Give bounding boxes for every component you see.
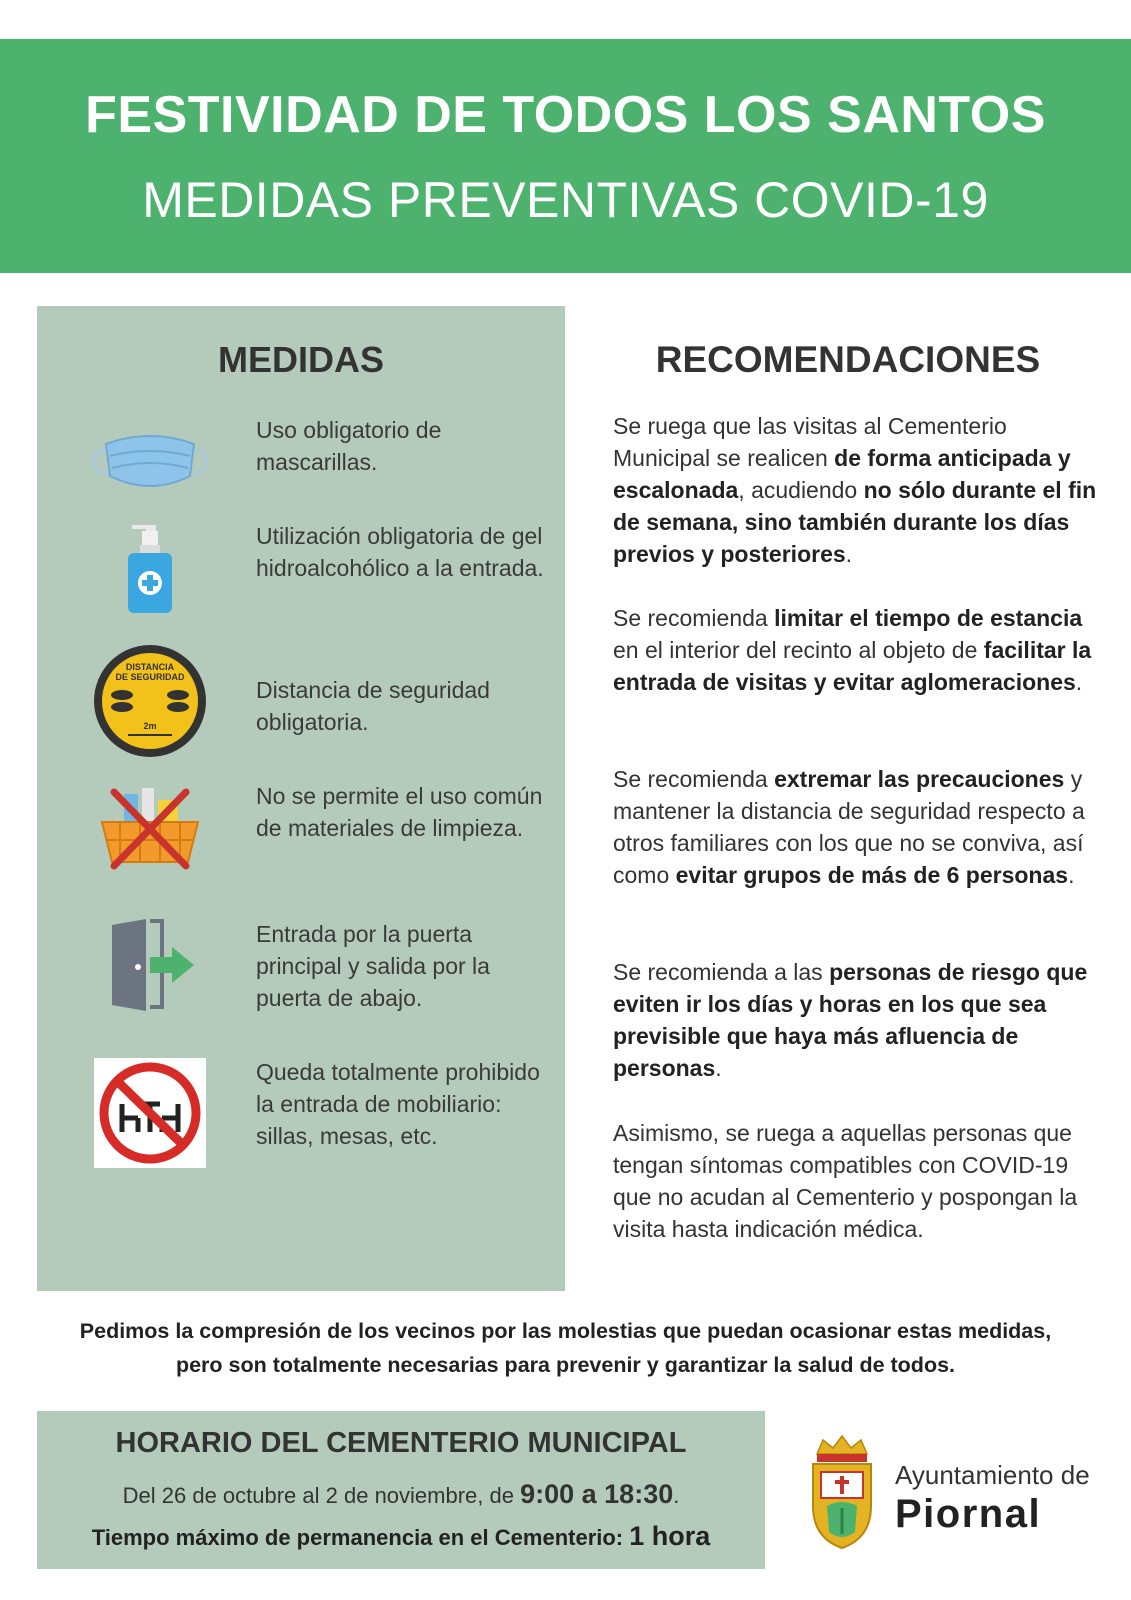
schedule-title: HORARIO DEL CEMENTERIO MUNICIPAL (115, 1427, 687, 1459)
recommendation-paragraph (613, 410, 1103, 570)
distance-sign-bottom: DE SEGURIDAD (115, 672, 185, 682)
measure-item (37, 772, 565, 882)
no-cleaning-supplies-icon (85, 772, 215, 882)
schedule-dates (37, 1479, 765, 1510)
schedule-box (37, 1411, 765, 1569)
recommendation-emphasis: no sólo durante el fin de semana, sino también durante los días previos y posteriores (613, 477, 1097, 567)
recommendation-text: Se ruega que las visitas al Cementerio Municipal se realicen (613, 413, 1007, 471)
medidas-heading: MEDIDAS (217, 339, 384, 380)
recommendation-text: y mantener la distancia de seguridad respecto a otros familiares con los que no se conviva, así como (613, 766, 1085, 888)
measure-item (37, 514, 565, 624)
recommendation-text: Se recomienda (613, 766, 775, 792)
recommendation-text: . (1075, 669, 1083, 695)
recommendation-paragraph (613, 763, 1103, 891)
schedule-max-stay (37, 1521, 765, 1552)
recommendation-emphasis: personas de riesgo que eviten ir los días y horas en los que sea previsible que haya más afluencia de personas (613, 959, 1088, 1081)
recommendation-emphasis: facilitar la entrada de visitas y evitar aglomeraciones (613, 637, 1092, 695)
recommendation-text: Se recomienda a las (613, 959, 830, 985)
medidas-panel (37, 306, 565, 1291)
recommendation-emphasis: extremar las precauciones (774, 766, 1065, 792)
measure-text: Queda totalmente prohibido la entrada de mobiliario: sillas, mesas, etc. (256, 1059, 540, 1149)
measure-text: Utilización obligatoria de gel hidroalcohólico a la entrada. (256, 523, 544, 581)
measure-item (37, 406, 565, 516)
measure-item (37, 646, 565, 756)
recommendation-emphasis: de forma anticipada y escalonada (613, 445, 1071, 503)
recomendaciones-heading: RECOMENDACIONES (655, 339, 1041, 380)
recommendation-text: Se recomienda (613, 605, 775, 631)
recommendation-text: Asimismo, se ruega a aquellas personas que tengan síntomas compatibles con COVID-19 que no acudan al Cementerio y pospongan la visita hasta indicación médica. (613, 1120, 1078, 1242)
measure-item (37, 910, 565, 1020)
logo-line-1: Ayuntamiento de (895, 1460, 1090, 1490)
recommendation-paragraph (613, 1117, 1103, 1245)
door-exit-icon (85, 910, 215, 1020)
municipality-logo (807, 1434, 1097, 1554)
schedule-dates-suffix: . (673, 1483, 680, 1508)
hand-sanitizer-icon (85, 514, 215, 624)
page-subtitle: MEDIDAS PREVENTIVAS COVID-19 (142, 172, 989, 228)
face-mask-icon (85, 406, 215, 516)
no-furniture-icon (85, 1058, 215, 1168)
schedule-max-value: 1 hora (629, 1521, 711, 1551)
recommendation-text: . (1068, 862, 1075, 888)
recommendation-text: en el interior del recinto al objeto de (613, 637, 984, 663)
recommendation-emphasis: evitar grupos de más de 6 personas (675, 862, 1069, 888)
distance-sign-meters: 2m (143, 721, 157, 731)
recommendation-paragraph (613, 956, 1103, 1084)
schedule-dates-prefix: Del 26 de octubre al 2 de noviembre, de (122, 1483, 521, 1508)
recommendation-paragraph (613, 602, 1103, 698)
page-title: FESTIVIDAD DE TODOS LOS SANTOS (85, 86, 1046, 144)
measure-text: Uso obligatorio de mascarillas. (256, 417, 442, 475)
measure-text: Entrada por la puerta principal y salida por la puerta de abajo. (256, 921, 490, 1011)
recommendation-emphasis: limitar el tiempo de estancia (774, 605, 1083, 631)
logo-line-2: Piornal (895, 1492, 1042, 1536)
measure-text: Distancia de seguridad obligatoria. (256, 677, 490, 735)
social-distance-icon (85, 646, 215, 756)
measure-item (37, 1058, 565, 1168)
recommendation-text: , acudiendo (738, 477, 864, 503)
coat-of-arms-icon (807, 1434, 877, 1554)
schedule-max-label: Tiempo máximo de permanencia en el Cementerio: (91, 1525, 630, 1550)
closing-line-2: pero son totalmente necesarias para prevenir y garantizar la salud de todos. (175, 1353, 956, 1377)
schedule-hours: 9:00 a 18:30 (520, 1479, 674, 1509)
closing-line-1: Pedimos la compresión de los vecinos por las molestias que puedan ocasionar estas medidas, (79, 1319, 1052, 1343)
measure-text: No se permite el uso común de materiales de limpieza. (256, 783, 543, 841)
recommendation-text: . (845, 541, 853, 567)
recommendation-text: . (715, 1055, 722, 1081)
header-banner (0, 39, 1131, 273)
distance-sign-top: DISTANCIA (125, 662, 175, 672)
